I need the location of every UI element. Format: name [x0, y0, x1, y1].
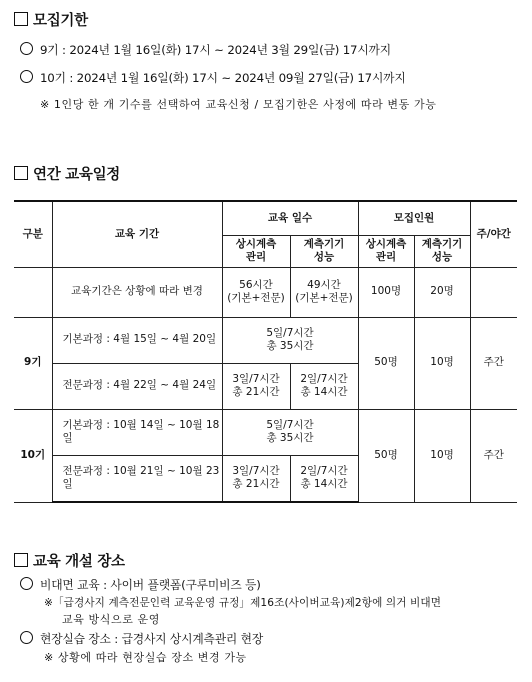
advanced-days-instrument: 2일/7시간 총 14시간: [290, 455, 358, 502]
table-row: [14, 317, 517, 363]
note-text: ※「급경사지 계측전문인력 교육운영 규정」제16조(사이버교육)제2항에 의거 비대면: [44, 597, 442, 609]
list-item: [20, 69, 406, 86]
subheader-recruit-monitoring: 상시계측 관리: [358, 235, 414, 267]
list-item-text: 10기 : 2024년 1월 16일(화) 17시 ~ 2024년 09월 27일(금) 17시까지: [40, 71, 406, 85]
subheader-days-monitoring: 상시계측 관리: [222, 235, 290, 267]
recruit-instrument: 10명: [414, 409, 470, 502]
basic-course-days: 5일/7시간 총 35시간: [222, 317, 358, 363]
empty-cell: [14, 267, 52, 317]
recruit-monitoring: 50명: [358, 317, 414, 409]
section-title-venue: [14, 550, 125, 571]
header-category: 구분: [14, 201, 52, 267]
subheader-recruit-instrument: 계측기기 성능: [414, 235, 470, 267]
recruit-instrument: 10명: [414, 317, 470, 409]
section-title-recruit-period: [14, 9, 88, 30]
list-item: [20, 576, 261, 593]
cohort-label: 10기: [14, 409, 52, 502]
table-header-row: [14, 201, 517, 235]
checkbox-square-icon: [14, 553, 28, 567]
header-days: 교육 일수: [222, 201, 358, 235]
recruit-monitoring: 50명: [358, 409, 414, 502]
advanced-days-monitoring: 3일/7시간 총 21시간: [222, 363, 290, 409]
general-recruit-monitoring: 100명: [358, 267, 414, 317]
daynight: 주간: [470, 317, 517, 409]
general-days-instrument: 49시간 (기본+전문): [290, 267, 358, 317]
empty-cell: [470, 267, 517, 317]
checkbox-square-icon: [14, 166, 28, 180]
section-title-text: 연간 교육일정: [33, 167, 120, 183]
note-text: 교육 방식으로 운영: [62, 613, 161, 626]
header-period: 교육 기간: [52, 201, 222, 267]
table-row: [14, 267, 517, 317]
circle-bullet-icon: [20, 577, 33, 590]
advanced-days-monitoring: 3일/7시간 총 21시간: [222, 455, 290, 502]
schedule-table: [14, 200, 517, 503]
section-title-annual-schedule: [14, 163, 120, 184]
subheader-days-instrument: 계측기기 성능: [290, 235, 358, 267]
list-item: [20, 41, 391, 58]
general-recruit-instrument: 20명: [414, 267, 470, 317]
general-days-monitoring: 56시간 (기본+전문): [222, 267, 290, 317]
list-item-text: 비대면 교육 : 사이버 플랫폼(구루미비즈 등): [40, 578, 261, 592]
note-text: ※ 1인당 한 개 기수를 선택하여 교육신청 / 모집기한은 사정에 따라 변동 가능: [40, 98, 437, 111]
header-daynight: 주/야간: [470, 201, 517, 267]
circle-bullet-icon: [20, 42, 33, 55]
checkbox-square-icon: [14, 12, 28, 26]
section-title-text: 모집기한: [33, 13, 88, 29]
daynight: 주간: [470, 409, 517, 502]
circle-bullet-icon: [20, 70, 33, 83]
basic-course-days: 5일/7시간 총 35시간: [222, 409, 358, 455]
list-item-text: 9기 : 2024년 1월 16일(화) 17시 ~ 2024년 3월 29일(금) 17시까지: [40, 43, 391, 57]
note-text: ※ 상황에 따라 현장실습 장소 변경 가능: [44, 651, 247, 664]
advanced-course-period: 전문과정 : 4월 22일 ~ 4월 24일: [52, 363, 222, 409]
section-title-text: 교육 개설 장소: [33, 554, 125, 570]
advanced-course-period: 전문과정 : 10월 21일 ~ 10월 23일: [52, 455, 222, 502]
basic-course-period: 기본과정 : 10월 14일 ~ 10월 18일: [52, 409, 222, 455]
list-item-text: 현장실습 장소 : 급경사지 상시계측관리 현장: [40, 632, 264, 646]
advanced-days-instrument: 2일/7시간 총 14시간: [290, 363, 358, 409]
circle-bullet-icon: [20, 631, 33, 644]
cohort-label: 9기: [14, 317, 52, 409]
list-item: [20, 630, 263, 647]
header-recruit: 모집인원: [358, 201, 470, 235]
basic-course-period: 기본과정 : 4월 15일 ~ 4월 20일: [52, 317, 222, 363]
table-row: [14, 409, 517, 455]
general-period: 교육기간은 상황에 따라 변경: [52, 267, 222, 317]
